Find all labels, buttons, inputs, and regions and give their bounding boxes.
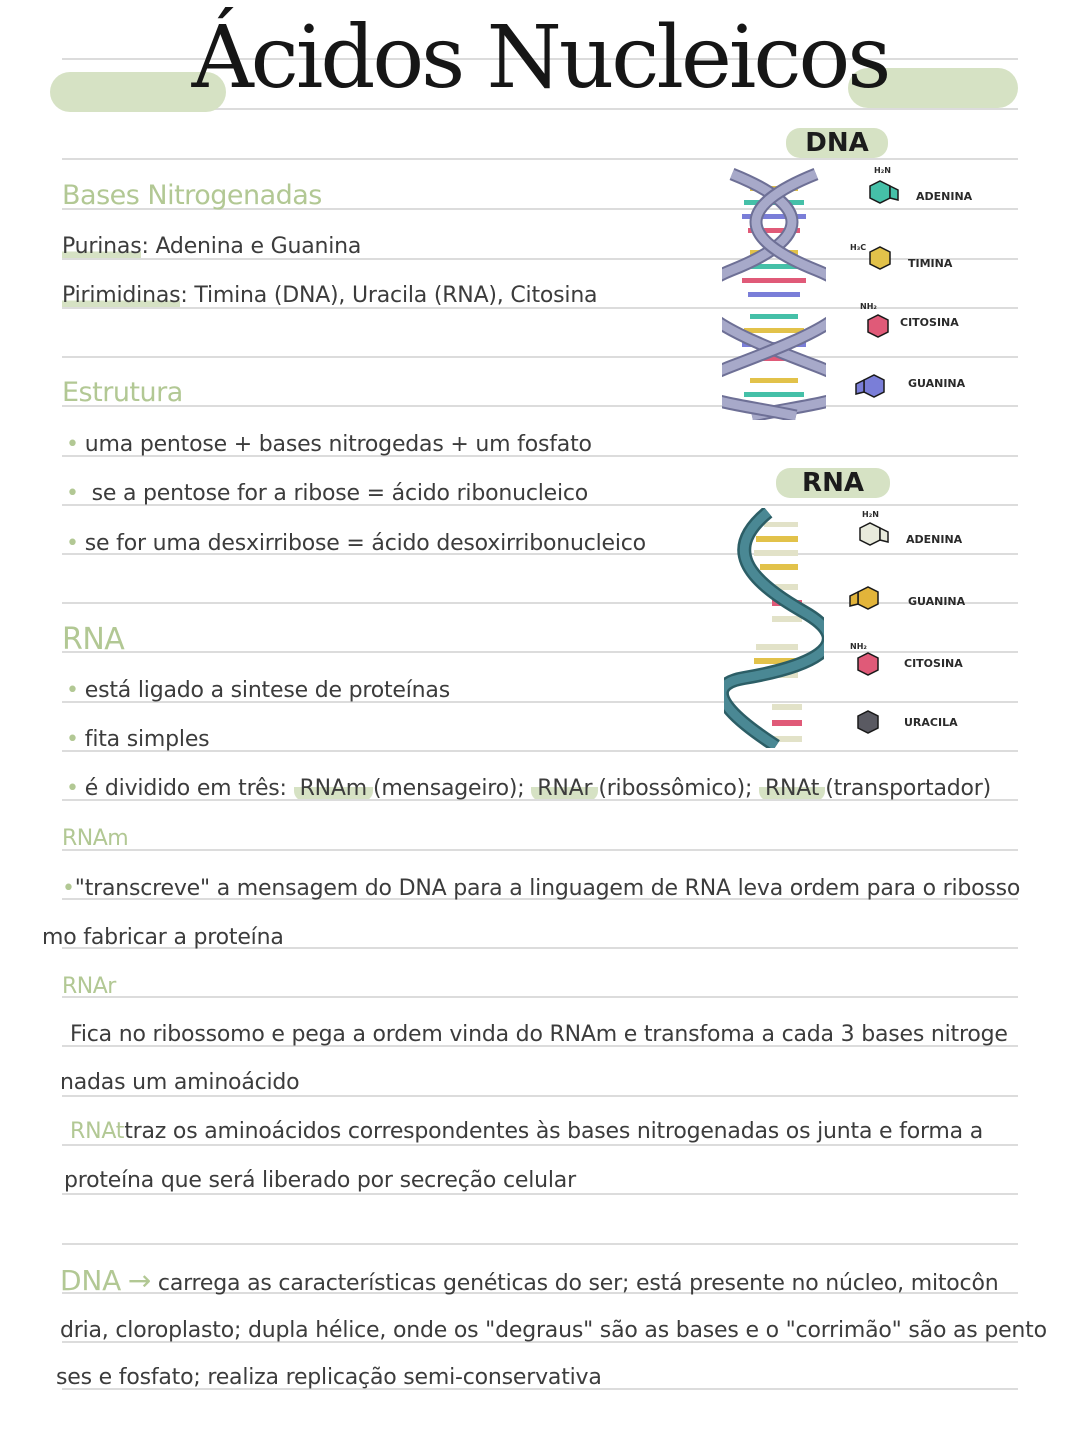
estrutura-heading: Estrutura bbox=[62, 377, 183, 408]
rna-strand-illustration bbox=[724, 508, 824, 748]
rna-divided-prefix: é dividido em três: bbox=[84, 776, 287, 801]
dna-helix-illustration bbox=[722, 166, 826, 420]
pirimidinas-label: Pirimidinas bbox=[62, 283, 181, 308]
pirimidinas-text: : Timina (DNA), Uracila (RNA), Citosina bbox=[180, 283, 598, 308]
dna-line-2: dria, cloroplasto; dupla hélice, onde os "degraus" são as bases e o "corrimão" são as pento bbox=[60, 1318, 1047, 1343]
dna-heading: DNA bbox=[60, 1264, 122, 1297]
purinas-line bbox=[62, 234, 361, 259]
rnar-line-1: Fica no ribossomo e pega a ordem vinda do RNAm e transfoma a cada 3 bases nitroge bbox=[70, 1022, 1008, 1047]
rnat-line-1 bbox=[70, 1119, 983, 1144]
estrutura-item-text: uma pentose + bases nitrogedas + um fosfato bbox=[84, 432, 592, 457]
rna-diagram-label: RNA bbox=[776, 468, 890, 498]
bullet-icon: • bbox=[66, 531, 79, 556]
arrow-right-icon: → bbox=[127, 1264, 152, 1297]
rnam-line-2: mo fabricar a proteína bbox=[42, 925, 284, 950]
rna-citosina-formula: NH₂ bbox=[850, 642, 867, 651]
estrutura-item bbox=[66, 531, 646, 556]
bullet-icon: • bbox=[62, 876, 75, 901]
rna-base-adenina: ADENINA bbox=[906, 533, 963, 546]
bullet-icon: • bbox=[66, 678, 79, 703]
estrutura-item-text: se for uma desxirribose = ácido desoxirribonucleico bbox=[84, 531, 646, 556]
bullet-icon: • bbox=[66, 481, 79, 506]
purinas-text: : Adenina e Guanina bbox=[141, 234, 362, 259]
dna-line-3: ses e fosfato; realiza replicação semi-conservativa bbox=[56, 1365, 602, 1390]
rnam-heading: RNAm bbox=[62, 826, 129, 851]
rna-item bbox=[66, 727, 209, 752]
guanina-molecule-icon bbox=[850, 372, 894, 408]
citosina-formula: NH₂ bbox=[860, 302, 877, 311]
rna-item-text: está ligado a sintese de proteínas bbox=[84, 678, 450, 703]
dna-diagram-label: DNA bbox=[786, 128, 888, 158]
rnam-line-1-text: "transcreve" a mensagem do DNA para a linguagem de RNA leva ordem para o ribosso bbox=[74, 876, 1021, 901]
dna-base-citosina: CITOSINA bbox=[900, 316, 959, 329]
rna-base-citosina: CITOSINA bbox=[904, 657, 963, 670]
rna-base-uracila: URACILA bbox=[904, 716, 958, 729]
rnat-highlight: RNAt bbox=[759, 776, 825, 801]
rnam-line-1 bbox=[62, 876, 1020, 901]
dna-base-adenina: ADENINA bbox=[916, 190, 973, 203]
dna-base-guanina: GUANINA bbox=[908, 377, 966, 390]
estrutura-item bbox=[66, 481, 588, 506]
rna-adenina-molecule-icon bbox=[852, 520, 896, 556]
pirimidinas-line bbox=[62, 283, 597, 308]
estrutura-item-text: se a pentose for a ribose = ácido ribonucleico bbox=[91, 481, 589, 506]
page-title: Ácidos Nucleicos bbox=[191, 8, 889, 108]
purinas-label: Purinas bbox=[62, 234, 142, 259]
rnar-line-2: nadas um aminoácido bbox=[60, 1070, 300, 1095]
rnar-heading: RNAr bbox=[62, 974, 116, 999]
rna-item-text: fita simples bbox=[84, 727, 210, 752]
rna-guanina-molecule-icon bbox=[842, 584, 888, 620]
bullet-icon: • bbox=[66, 432, 79, 457]
estrutura-item bbox=[66, 432, 592, 457]
rnat-desc: (transportador) bbox=[825, 776, 991, 801]
dna-line-1 bbox=[60, 1264, 998, 1297]
dna-line-1-text: carrega as características genéticas do ser; está presente no núcleo, mitocôn bbox=[157, 1271, 999, 1296]
rna-adenina-formula: H₂N bbox=[862, 510, 879, 519]
rna-citosina-molecule-icon bbox=[854, 650, 884, 682]
rna-heading: RNA bbox=[62, 622, 125, 657]
rnar-desc: (ribossômico); bbox=[598, 776, 753, 801]
rna-item bbox=[66, 678, 450, 703]
timina-formula: H₃C bbox=[850, 243, 867, 252]
bullet-icon: • bbox=[66, 776, 79, 801]
rnar-highlight: RNAr bbox=[531, 776, 598, 801]
rna-base-guanina: GUANINA bbox=[908, 595, 966, 608]
rna-rungs bbox=[754, 522, 802, 742]
adenina-molecule-icon bbox=[862, 178, 902, 214]
rnat-line-1-text: traz os aminoácidos correspondentes às bases nitrogenadas os junta e forma a bbox=[124, 1119, 983, 1144]
dna-base-timina: TIMINA bbox=[908, 257, 953, 270]
rnam-desc: (mensageiro); bbox=[373, 776, 525, 801]
adenina-formula: H₂N bbox=[874, 166, 891, 175]
uracila-molecule-icon bbox=[854, 708, 884, 740]
timina-molecule-icon bbox=[866, 244, 896, 276]
bases-heading: Bases Nitrogenadas bbox=[62, 180, 322, 211]
rnam-highlight: RNAm bbox=[294, 776, 373, 801]
bullet-icon: • bbox=[66, 727, 79, 752]
rnat-line-2: proteína que será liberado por secreção celular bbox=[64, 1168, 576, 1193]
citosina-molecule-icon bbox=[864, 312, 894, 344]
rnat-heading: RNAt bbox=[70, 1119, 125, 1144]
rna-types-line bbox=[66, 776, 991, 801]
